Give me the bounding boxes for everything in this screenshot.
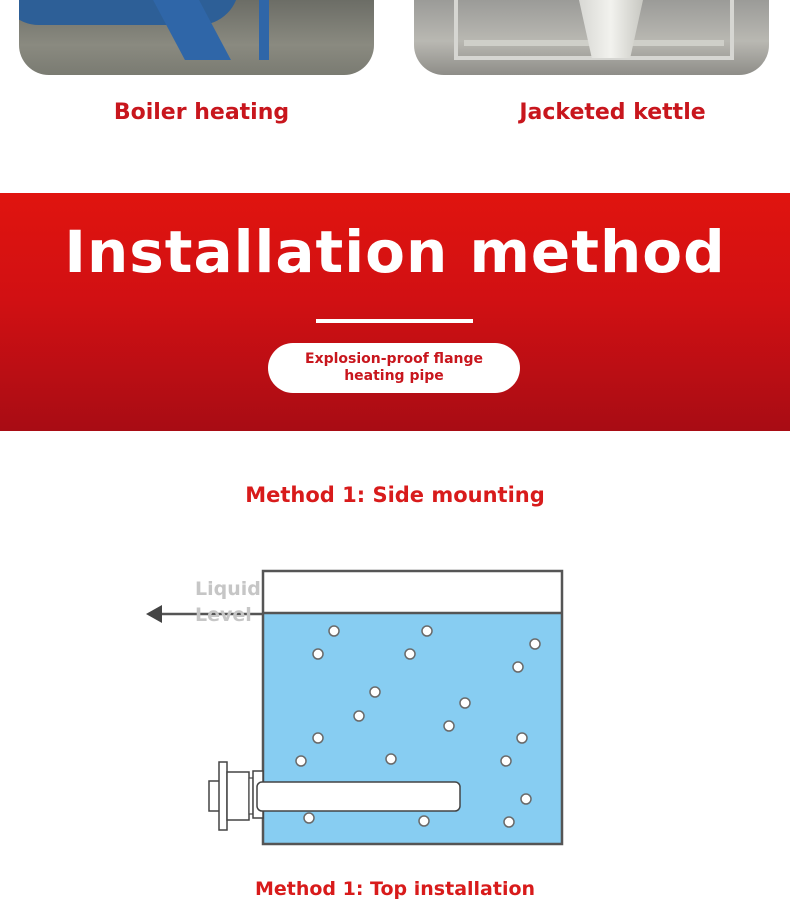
bubble: [296, 756, 306, 766]
jacketed-kettle-caption: Jacketed kettle: [519, 100, 706, 125]
bubble: [419, 816, 429, 826]
liquid-level-label: Liquid Level: [195, 578, 261, 626]
bubble: [313, 733, 323, 743]
bubble: [405, 649, 415, 659]
bubble: [530, 639, 540, 649]
bubble: [313, 649, 323, 659]
method1-title: Method 1: Side mounting: [245, 483, 545, 507]
bubble: [504, 817, 514, 827]
heating-pipe: [257, 782, 460, 811]
level-arrow-icon: [146, 605, 162, 623]
bubble: [501, 756, 511, 766]
bubble: [329, 626, 339, 636]
boiler-heating-caption: Boiler heating: [113, 100, 290, 125]
bubble: [354, 711, 364, 721]
flange-plate-middle: [227, 772, 249, 820]
bubble: [517, 733, 527, 743]
bubble: [370, 687, 380, 697]
bubble: [422, 626, 432, 636]
bubble: [521, 794, 531, 804]
bubble: [460, 698, 470, 708]
banner-title: Installation method: [64, 218, 726, 286]
bubble: [513, 662, 523, 672]
bubble: [444, 721, 454, 731]
bubble: [386, 754, 396, 764]
bubble: [304, 813, 314, 823]
flange-plate-outer: [219, 762, 227, 830]
banner-pill-label: Explosion-proof flange heating pipe: [305, 351, 483, 384]
method2-title: Method 1: Top installation: [254, 878, 536, 900]
